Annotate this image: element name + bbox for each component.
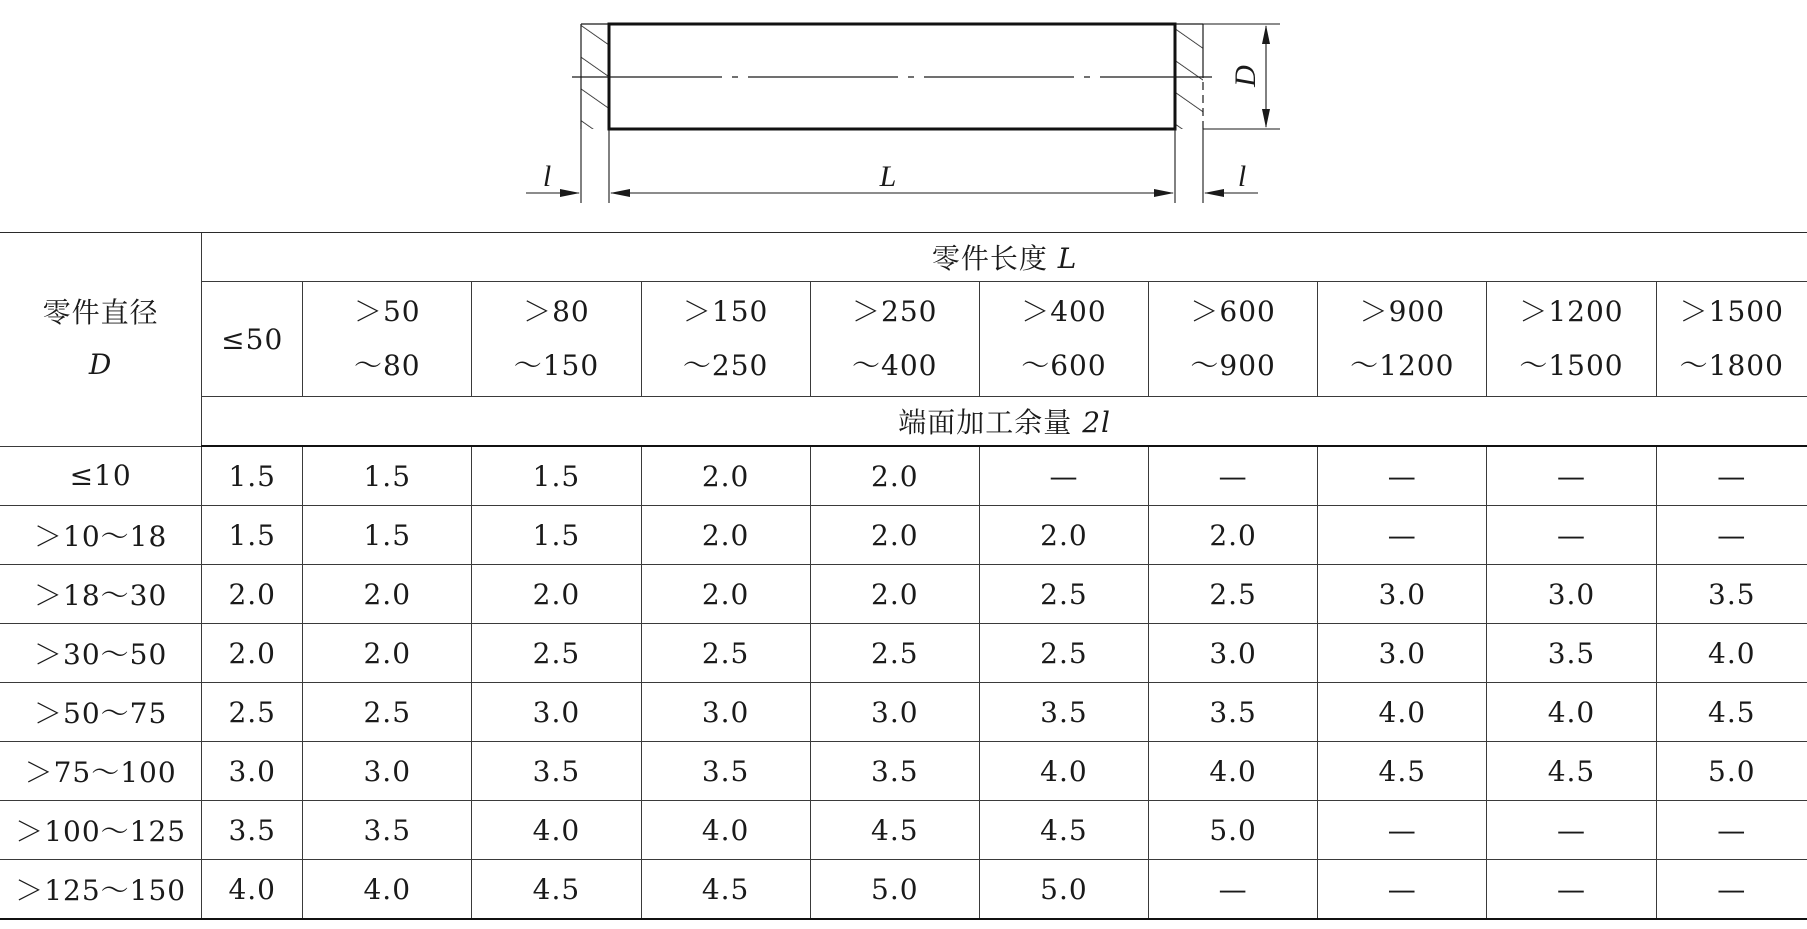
diameter-range-cell: ≤10 (0, 446, 202, 506)
diameter-range-cell: ＞100～125 (0, 801, 202, 860)
allowance-value-cell: 3.0 (303, 742, 472, 801)
length-range-from: ＞80 (523, 295, 590, 328)
allowance-value-cell: 2.0 (1149, 506, 1318, 565)
allowance-value-cell: 2.0 (641, 446, 810, 506)
length-range-cell (641, 282, 810, 397)
allowance-value-cell: 2.5 (979, 565, 1148, 624)
length-range-to: ～150 (513, 349, 600, 382)
allowance-value-cell: 2.0 (641, 506, 810, 565)
allowance-value-cell: 2.0 (810, 446, 979, 506)
allowance-value-cell: 3.0 (1487, 565, 1656, 624)
allowance-value-cell: 4.0 (1149, 742, 1318, 801)
allowance-value-cell: 1.5 (472, 506, 641, 565)
allowance-value-cell: 4.0 (979, 742, 1148, 801)
diameter-range-cell: ＞125～150 (0, 860, 202, 920)
length-range-label: ≤50 (221, 322, 284, 356)
allowance-value-cell: 4.5 (979, 801, 1148, 860)
length-header-symbol: L (1057, 242, 1078, 275)
length-arrow-right (1154, 189, 1174, 197)
allowance-value-cell: 2.5 (202, 683, 303, 742)
allowance-header-symbol: 2l (1082, 406, 1111, 439)
allowance-value-cell: 2.0 (202, 624, 303, 683)
length-range-to: ～1800 (1679, 349, 1784, 382)
allowance-value-cell: — (1656, 506, 1807, 565)
length-range-to: ～600 (1021, 349, 1107, 382)
allowance-value-cell: 2.5 (303, 683, 472, 742)
allowance-value-cell: 2.5 (810, 624, 979, 683)
allowance-value-cell: 4.0 (472, 801, 641, 860)
allowance-value-cell: 3.5 (1487, 624, 1656, 683)
allowance-value-cell: 4.0 (1656, 624, 1807, 683)
allowance-value-cell: 3.5 (1656, 565, 1807, 624)
allowance-value-cell: 4.5 (472, 860, 641, 920)
allowance-value-cell: 3.5 (202, 801, 303, 860)
allowance-value-cell: — (1656, 860, 1807, 920)
allowance-value-cell: 2.5 (979, 624, 1148, 683)
allowance-value-cell: 3.5 (303, 801, 472, 860)
allowance-value-cell: 5.0 (1149, 801, 1318, 860)
allowance-value-cell: 3.5 (641, 742, 810, 801)
allowance-header-cell (202, 397, 1807, 447)
length-header-title: 零件长度 (931, 242, 1048, 275)
diameter-arrow-top (1262, 25, 1270, 44)
allowance-value-cell: 4.5 (1656, 683, 1807, 742)
allowance-value-cell: 2.5 (641, 624, 810, 683)
left-allowance-label: l (542, 160, 552, 193)
length-label: L (879, 160, 897, 193)
diameter-arrow-bottom (1262, 109, 1270, 128)
length-range-cell (979, 282, 1148, 397)
allowance-value-cell: 4.0 (1487, 683, 1656, 742)
table-row (0, 742, 1807, 801)
allowance-value-cell: 3.5 (810, 742, 979, 801)
diameter-label: D (1229, 65, 1262, 87)
allowance-value-cell: 5.0 (810, 860, 979, 920)
allowance-value-cell: 4.5 (1318, 742, 1487, 801)
diameter-range-cell: ＞50～75 (0, 683, 202, 742)
allowance-value-cell: — (1487, 506, 1656, 565)
length-range-from: ＞1200 (1519, 295, 1624, 328)
allowance-value-cell: 2.5 (472, 624, 641, 683)
allowance-value-cell: 5.0 (979, 860, 1148, 920)
allowance-value-cell: 3.0 (1149, 624, 1318, 683)
allowance-value-cell: 2.0 (979, 506, 1148, 565)
length-range-from: ＞250 (852, 295, 938, 328)
allowance-value-cell: 2.0 (202, 565, 303, 624)
diameter-range-cell: ＞18～30 (0, 565, 202, 624)
length-range-from: ＞600 (1190, 295, 1276, 328)
length-range-cell (1149, 282, 1318, 397)
length-range-from: ＞150 (682, 295, 769, 328)
allowance-value-cell: 1.5 (303, 446, 472, 506)
allowance-value-cell: 3.5 (1149, 683, 1318, 742)
allowance-value-cell: — (1487, 446, 1656, 506)
length-range-from: ＞1500 (1679, 295, 1784, 328)
length-range-to: ～250 (682, 349, 769, 382)
allowance-value-cell: 2.0 (810, 565, 979, 624)
table-row (0, 506, 1807, 565)
allowance-value-cell: — (1149, 860, 1318, 920)
allowance-value-cell: — (1487, 801, 1656, 860)
allowance-value-cell: 4.0 (1318, 683, 1487, 742)
length-range-to: ～80 (353, 349, 421, 382)
length-range-row (0, 282, 1807, 397)
table-row (0, 446, 1807, 506)
right-allowance-arrow (1204, 189, 1224, 197)
length-range-cell (303, 282, 472, 397)
allowance-value-cell: 3.0 (641, 683, 810, 742)
allowance-value-cell: — (1318, 801, 1487, 860)
allowance-value-cell: 1.5 (303, 506, 472, 565)
length-range-from: ＞900 (1359, 295, 1446, 328)
diameter-range-cell: ＞30～50 (0, 624, 202, 683)
table-row (0, 683, 1807, 742)
table-row (0, 860, 1807, 920)
allowance-header-title: 端面加工余量 (898, 406, 1073, 439)
allowance-value-cell: — (979, 446, 1148, 506)
length-range-from: ＞400 (1021, 295, 1107, 328)
length-range-to: ～1500 (1519, 349, 1624, 382)
length-range-to: ～400 (852, 349, 938, 382)
length-range-cell (202, 282, 303, 397)
length-range-to: ～900 (1190, 349, 1276, 382)
allowance-value-cell: 3.5 (979, 683, 1148, 742)
end-face-allowance-table (0, 232, 1807, 920)
diameter-range-cell: ＞10～18 (0, 506, 202, 565)
table-row (0, 565, 1807, 624)
allowance-value-cell: — (1656, 801, 1807, 860)
length-range-cell (1318, 282, 1487, 397)
left-allowance-arrow (560, 189, 580, 197)
allowance-value-cell: 3.0 (1318, 565, 1487, 624)
shaft-drawing (0, 0, 1807, 232)
length-range-cell (1487, 282, 1656, 397)
allowance-value-cell: 1.5 (472, 446, 641, 506)
length-range-from: ＞50 (353, 295, 421, 328)
allowance-value-cell: 2.5 (1149, 565, 1318, 624)
length-arrow-left (610, 189, 630, 197)
allowance-value-cell: 3.0 (202, 742, 303, 801)
length-range-cell (810, 282, 979, 397)
allowance-value-cell: 4.0 (202, 860, 303, 920)
length-range-cell (472, 282, 641, 397)
allowance-value-cell: 2.0 (641, 565, 810, 624)
allowance-value-cell: — (1487, 860, 1656, 920)
allowance-value-cell: 3.0 (1318, 624, 1487, 683)
allowance-value-cell: — (1318, 860, 1487, 920)
table-row (0, 624, 1807, 683)
allowance-value-cell: 3.0 (472, 683, 641, 742)
length-header-cell (202, 233, 1807, 282)
length-range-cell (1656, 282, 1807, 397)
allowance-value-cell: — (1656, 446, 1807, 506)
allowance-value-cell: — (1318, 446, 1487, 506)
diameter-header-cell (0, 233, 202, 447)
allowance-value-cell: 3.5 (472, 742, 641, 801)
right-allowance-label: l (1237, 160, 1247, 193)
allowance-value-cell: — (1318, 506, 1487, 565)
allowance-value-cell: 2.0 (303, 565, 472, 624)
allowance-value-cell: — (1149, 446, 1318, 506)
diameter-header-title: 零件直径 (42, 296, 159, 330)
allowance-value-cell: 5.0 (1656, 742, 1807, 801)
allowance-value-cell: 4.5 (810, 801, 979, 860)
allowance-value-cell: 4.5 (641, 860, 810, 920)
allowance-value-cell: 4.0 (641, 801, 810, 860)
allowance-value-cell: 4.0 (303, 860, 472, 920)
length-range-to: ～1200 (1350, 349, 1455, 382)
allowance-value-cell: 2.0 (810, 506, 979, 565)
table-row (0, 801, 1807, 860)
allowance-value-cell: 1.5 (202, 506, 303, 565)
allowance-value-cell: 1.5 (202, 446, 303, 506)
allowance-value-cell: 2.0 (303, 624, 472, 683)
allowance-value-cell: 2.0 (472, 565, 641, 624)
allowance-value-cell: 4.5 (1487, 742, 1656, 801)
allowance-value-cell: 3.0 (810, 683, 979, 742)
diameter-range-cell: ＞75～100 (0, 742, 202, 801)
diameter-header-symbol: D (88, 348, 113, 382)
